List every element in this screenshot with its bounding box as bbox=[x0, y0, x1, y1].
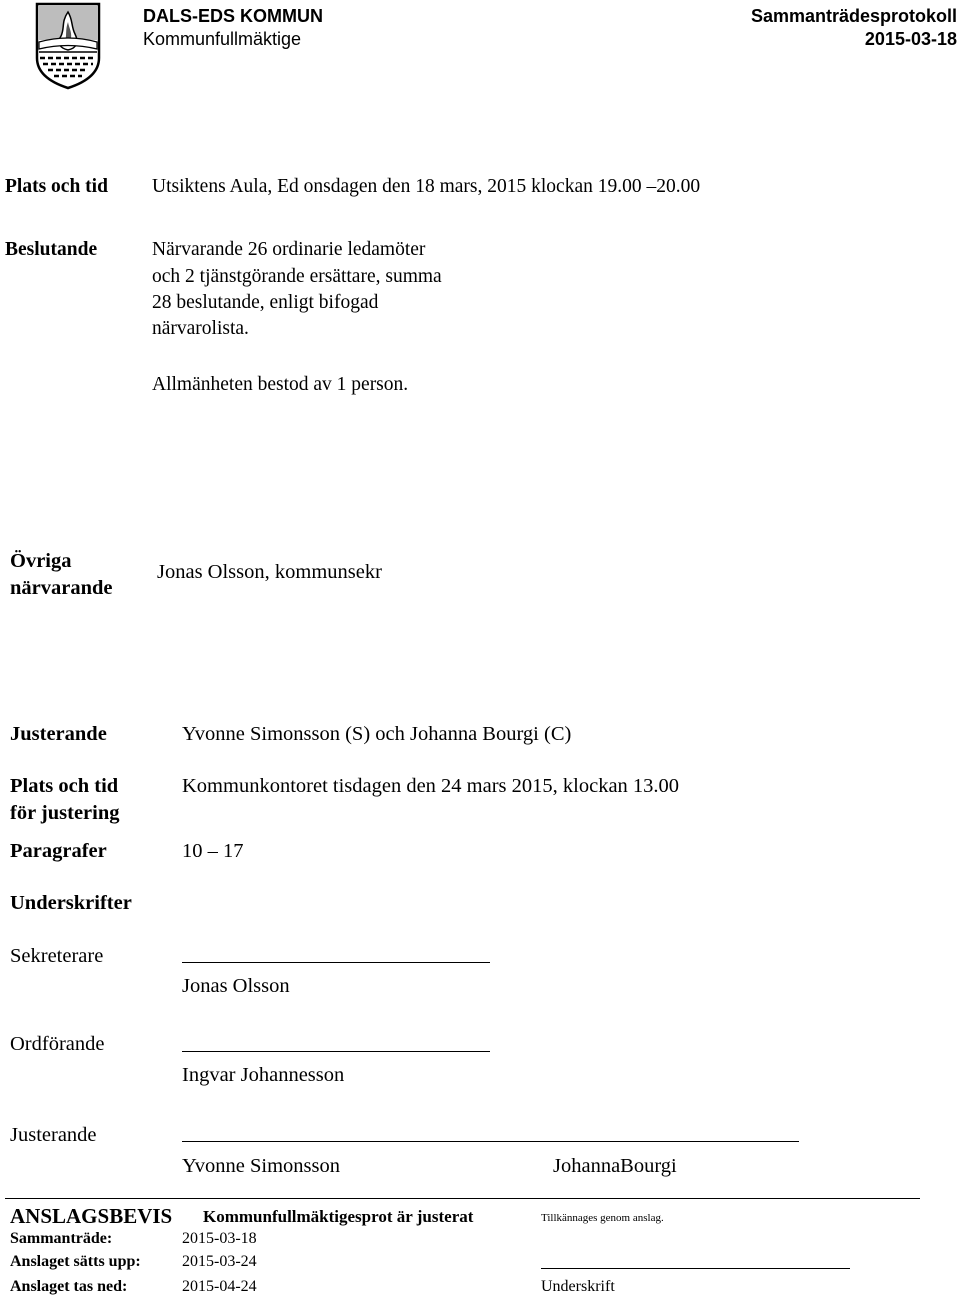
municipality-name: DALS-EDS KOMMUN bbox=[143, 6, 323, 26]
notice-signature-line bbox=[541, 1268, 850, 1269]
municipality-coat-of-arms-logo bbox=[35, 2, 101, 90]
removed-date-value: 2015-04-24 bbox=[182, 1278, 257, 1295]
adjuster-name: Yvonne Simonsson bbox=[182, 1155, 340, 1177]
meeting-date-value: 2015-03-18 bbox=[182, 1230, 257, 1247]
adjustment-place-label: Plats och tid bbox=[10, 775, 119, 797]
secretary-name: Jonas Olsson bbox=[182, 975, 290, 997]
adjuster-name: JohannaBourgi bbox=[553, 1155, 677, 1177]
document-date: 2015-03-18 bbox=[864, 29, 957, 49]
decision-makers-label: Beslutande bbox=[5, 239, 98, 260]
council-name: Kommunfullmäktige bbox=[143, 29, 302, 49]
other-attendees-value: Jonas Olsson, kommunsekr bbox=[157, 561, 382, 583]
notice-signature-label: Underskrift bbox=[541, 1278, 615, 1295]
public-attendance-note: Allmänheten bestod av 1 person. bbox=[152, 374, 409, 395]
secretary-label: Sekreterare bbox=[10, 945, 104, 967]
notice-small-note: Tillkännages genom anslag. bbox=[541, 1212, 664, 1224]
adjustment-place-label: för justering bbox=[10, 802, 120, 824]
secretary-signature-line bbox=[182, 962, 490, 963]
other-attendees-label: Övriga bbox=[10, 550, 72, 572]
adjusters-signature-line bbox=[182, 1141, 799, 1142]
document-type: Sammanträdesprotokoll bbox=[750, 6, 957, 26]
chair-name: Ingvar Johannesson bbox=[182, 1064, 345, 1086]
decision-makers-line: närvarolista. bbox=[152, 318, 249, 339]
place-time-value: Utsiktens Aula, Ed onsdagen den 18 mars, 2015 klockan 19.00 –20.00 bbox=[152, 176, 701, 197]
signatures-heading: Underskrifter bbox=[10, 892, 132, 914]
notice-title: ANSLAGSBEVIS bbox=[10, 1204, 173, 1228]
posted-date-value: 2015-03-24 bbox=[182, 1253, 257, 1270]
paragraphs-value: 10 – 17 bbox=[182, 840, 244, 862]
adjusters-value: Yvonne Simonsson (S) och Johanna Bourgi (C) bbox=[182, 723, 572, 745]
chair-label: Ordförande bbox=[10, 1033, 105, 1055]
notice-subtitle: Kommunfullmäktigesprot är justerat bbox=[203, 1207, 474, 1226]
adjustment-place-value: Kommunkontoret tisdagen den 24 mars 2015, klockan 13.00 bbox=[182, 775, 680, 797]
meeting-date-label: Sammanträde: bbox=[10, 1230, 113, 1247]
chair-signature-line bbox=[182, 1051, 490, 1052]
removed-date-label: Anslaget tas ned: bbox=[10, 1278, 128, 1295]
decision-makers-line: 28 beslutande, enligt bifogad bbox=[152, 292, 379, 313]
other-attendees-label: närvarande bbox=[10, 577, 113, 599]
notice-divider bbox=[5, 1198, 920, 1199]
adjusters-label: Justerande bbox=[10, 723, 107, 745]
adjusters-signature-label: Justerande bbox=[10, 1124, 97, 1146]
posted-date-label: Anslaget sätts upp: bbox=[10, 1253, 141, 1270]
decision-makers-line: och 2 tjänstgörande ersättare, summa bbox=[152, 266, 442, 287]
decision-makers-line: Närvarande 26 ordinarie ledamöter bbox=[152, 239, 426, 260]
place-time-label: Plats och tid bbox=[5, 176, 108, 197]
paragraphs-label: Paragrafer bbox=[10, 840, 107, 862]
